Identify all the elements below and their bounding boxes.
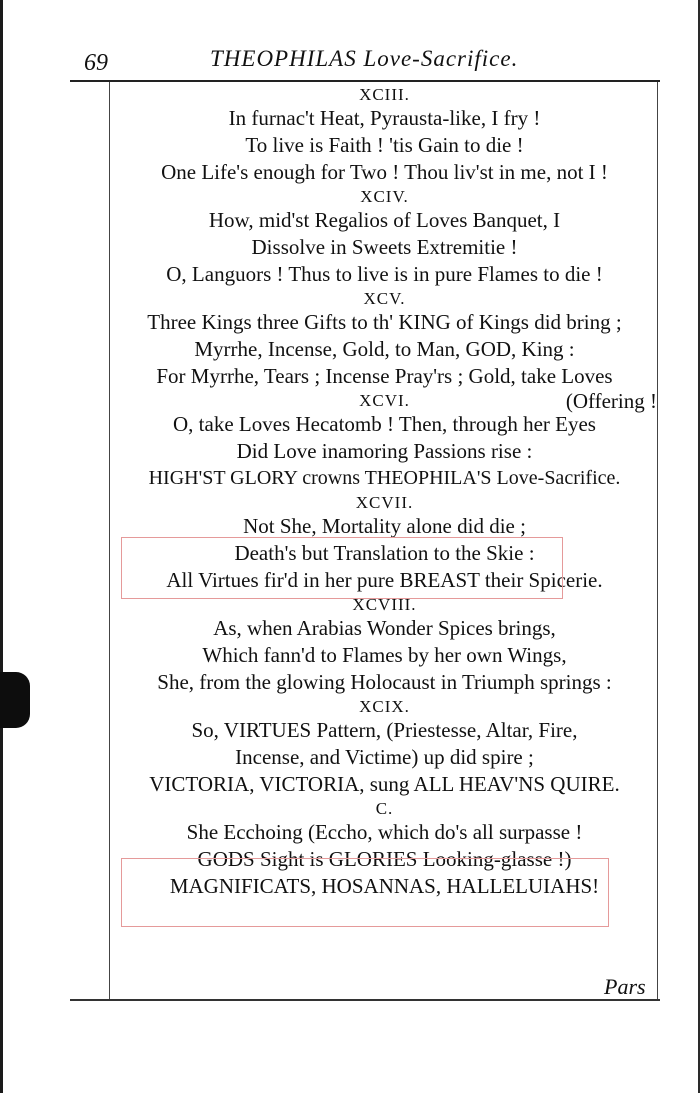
verse-line: She Ecchoing (Eccho, which do's all surpasse !: [186, 820, 583, 844]
verse-line: Three Kings three Gifts to th' KING of Kings did bring ;: [147, 310, 622, 334]
stanza-numeral: C.: [375, 799, 394, 818]
stanza-numeral-row: [112, 390, 657, 411]
verse-line: MAGNIFICATS, HOSANNAS, HALLELUIAHS!: [169, 874, 600, 898]
verse-line: How, mid'st Regalios of Loves Banquet, I: [208, 208, 561, 232]
header-rule: [70, 80, 660, 82]
stanza-numeral: XCIV.: [360, 187, 409, 206]
verse-line: For Myrrhe, Tears ; Incense Pray'rs ; Gold, take Loves: [156, 364, 613, 388]
verse-line: To live is Faith ! 'tis Gain to die !: [245, 133, 524, 157]
poem-text-block: [112, 84, 657, 900]
verse-line: So, VIRTUES Pattern, (Priestesse, Altar, Fire,: [191, 718, 578, 742]
binding-tab: [0, 672, 30, 728]
verse-line: O, Languors ! Thus to live is in pure Flames to die !: [166, 262, 603, 286]
verse-line: VICTORIA, VICTORIA, sung ALL HEAV'NS QUIRE.: [149, 772, 620, 796]
verse-line: GODS Sight is GLORIES Looking-glasse !): [197, 847, 572, 871]
stanza-numeral: XCVI.: [359, 391, 410, 410]
verse-line: Did Love inamoring Passions rise :: [236, 439, 533, 463]
verse-line: One Life's enough for Two ! Thou liv'st in me, not I !: [161, 160, 608, 184]
stanza-numeral: XCVII.: [355, 493, 414, 512]
stanza-numeral: XCIII.: [359, 85, 410, 104]
bottom-rule: [70, 999, 660, 1001]
page-left-edge: [0, 0, 3, 1093]
verse-line: HIGH'ST GLORY crowns THEOPHILA'S Love-Sacrifice.: [148, 467, 621, 489]
left-margin-rule: [109, 82, 110, 1000]
verse-line: Incense, and Victime) up did spire ;: [235, 745, 534, 769]
page-number: 69: [84, 50, 108, 76]
stanza-numeral: XCV.: [363, 289, 406, 308]
stanza-numeral: XCVIII.: [352, 595, 417, 614]
verse-line: Dissolve in Sweets Extremitie !: [251, 235, 518, 259]
verse-line: As, when Arabias Wonder Spices brings,: [213, 616, 556, 640]
right-margin-rule: [657, 82, 658, 1000]
turnover-word: (Offering !: [565, 389, 657, 413]
verse-line: Myrrhe, Incense, Gold, to Man, GOD, King :: [194, 337, 575, 361]
stanza-numeral: XCIX.: [359, 697, 410, 716]
verse-line: Which fann'd to Flames by her own Wings,: [202, 643, 567, 667]
verse-line: She, from the glowing Holocaust in Triumph springs :: [157, 670, 612, 694]
verse-line: Death's but Translation to the Skie :: [234, 541, 535, 565]
running-head: THEOPHILAS Love-Sacrifice.: [210, 46, 519, 71]
verse-line: O, take Loves Hecatomb ! Then, through her Eyes: [173, 412, 596, 436]
verse-line: Not She, Mortality alone did die ;: [243, 514, 526, 538]
verse-line: All Virtues fir'd in her pure BREAST their Spicerie.: [166, 568, 603, 592]
verse-line: In furnac't Heat, Pyrausta-like, I fry !: [228, 106, 541, 130]
catchword: Pars: [604, 974, 646, 999]
